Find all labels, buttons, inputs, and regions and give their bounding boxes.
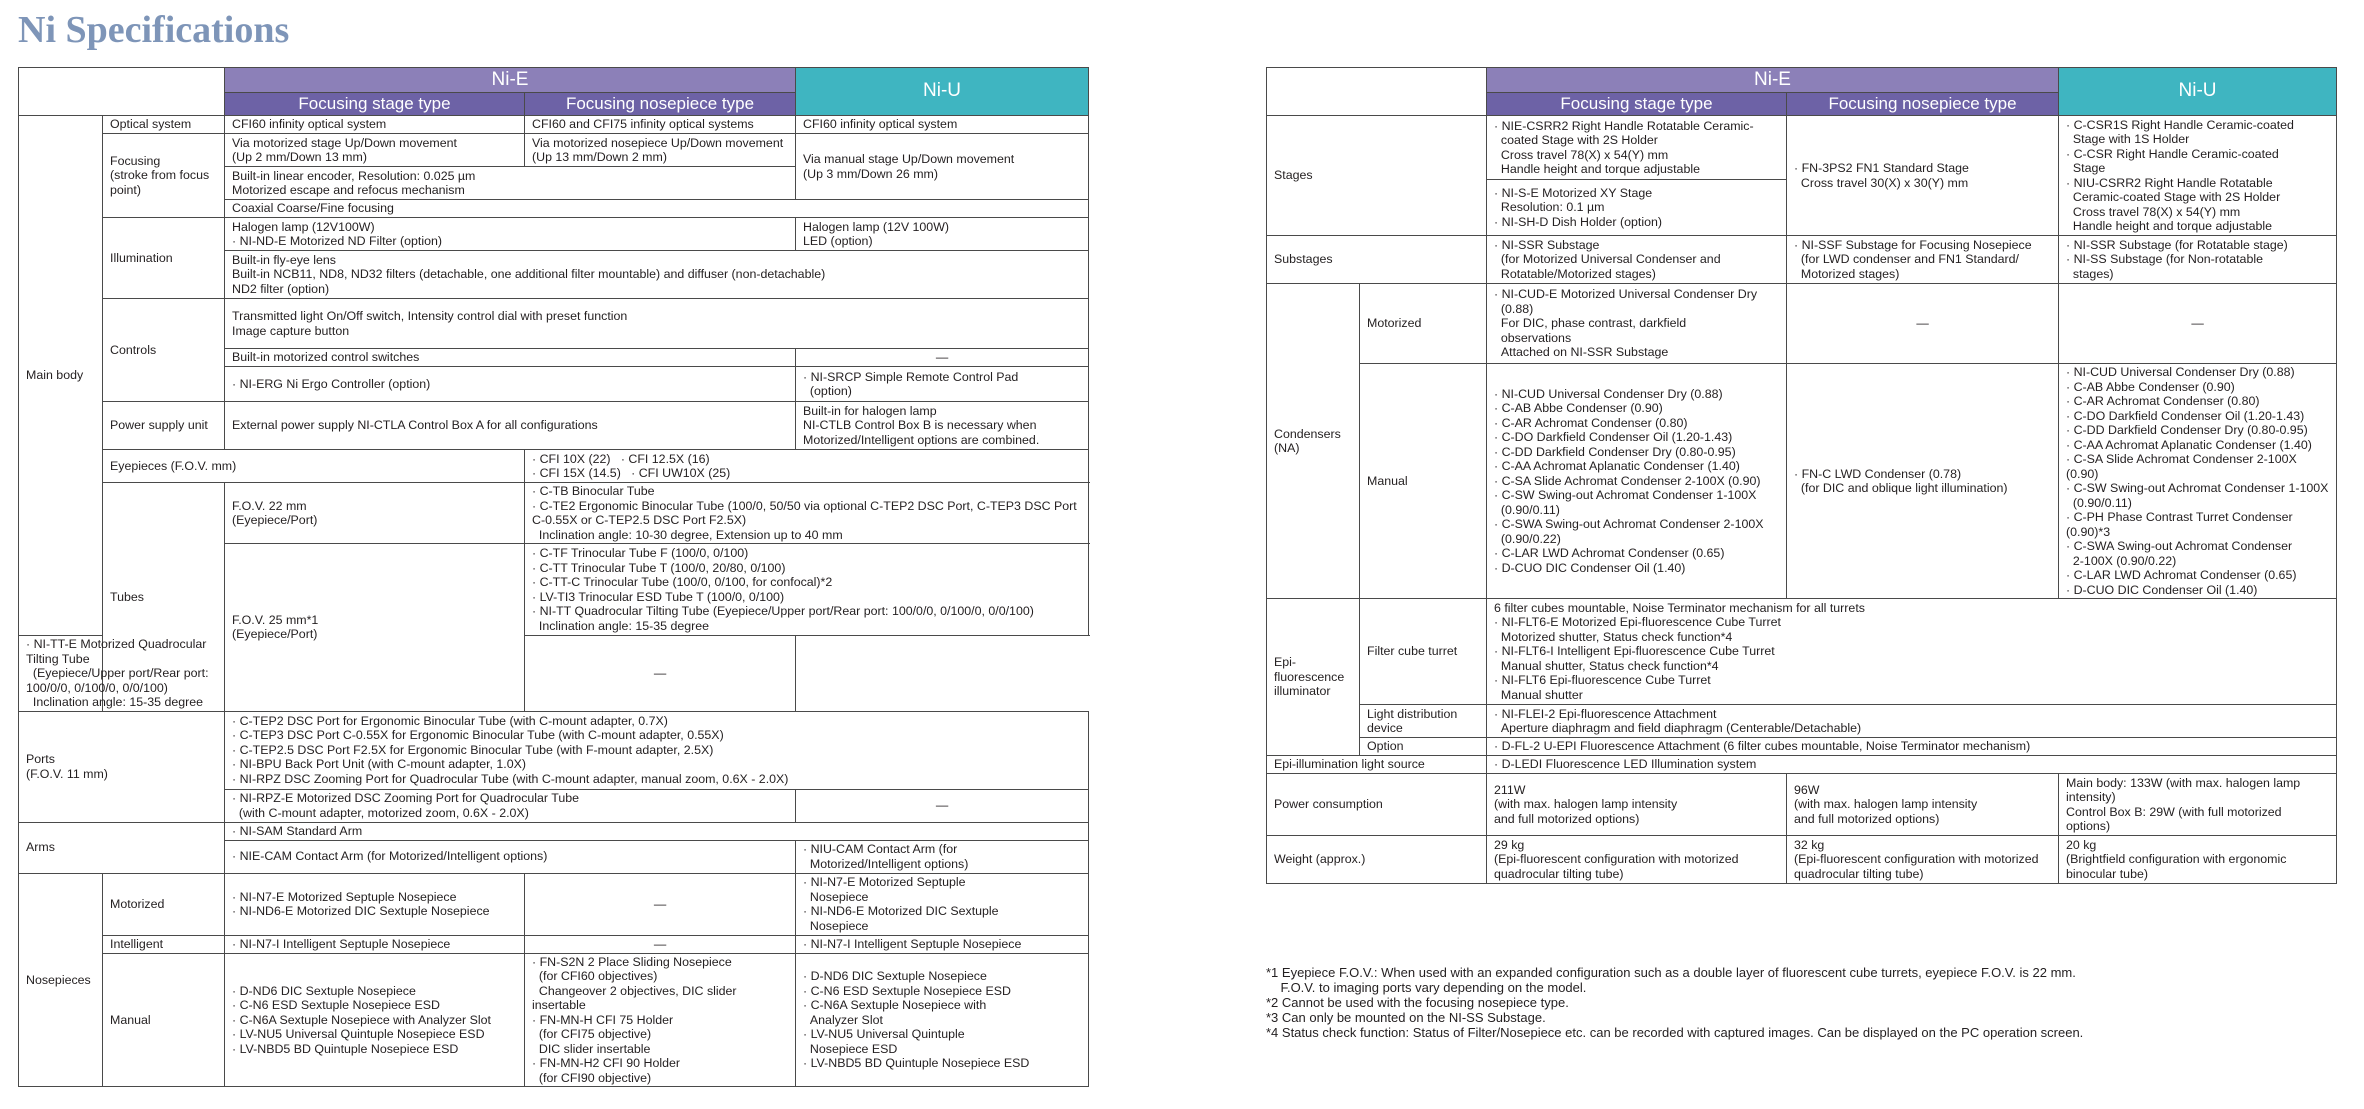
- cell: · NI-S-E Motorized XY Stage Resolution: 0.1 µm · NI-SH-D Dish Holder (option): [1487, 180, 1787, 236]
- cell: · NIE-CAM Contact Arm (for Motorized/Intelligent options): [225, 840, 796, 873]
- row-label-manual: Manual: [103, 953, 225, 1087]
- cell: —: [525, 873, 796, 935]
- cell: 29 kg (Epi-fluorescent configuration with motorized quadrocular tilting tube): [1487, 836, 1787, 884]
- header-focusing-stage: Focusing stage type: [225, 93, 525, 116]
- footnote: *2 Cannot be used with the focusing nosepiece type.: [1266, 995, 1569, 1011]
- row-label-light-distribution: Light distribution device: [1360, 705, 1487, 738]
- row-label-light-source: Epi-illumination light source: [1267, 756, 1487, 774]
- cell: · C-TEP2 DSC Port for Ergonomic Binocular Tube (with C-mount adapter, 0.7X) · C-TEP3 DSC Port C-0.55X for Ergonomic Binocular Tube (with C-mount adapter, 0.55X) · C-TEP2.5 DSC Port F2.5X for Ergonomic Binocular Tube (with F-mount adapter, 2.5X) · NI-BPU Back Port Unit (with C-mount adapter, 1.0X) · NI-RPZ DSC Zooming Port for Quadrocular Tube (with C-mount adapter, manual zoom, 0.6X - 2.0X): [225, 711, 1089, 789]
- cell: · C-CSR1S Right Handle Ceramic-coated Stage with 1S Holder · C-CSR Right Handle Ceramic-coated Stage · NIU-CSRR2 Right Handle Rotatable Ceramic-coated Stage with 2S Holder Cross travel 78(X) x 54(Y) mm Handle height and torque adjustable: [2059, 116, 2337, 236]
- cell: · D-LEDI Fluorescence LED Illumination system: [1487, 756, 2337, 774]
- header-ni-e: Ni-E: [1487, 68, 2059, 93]
- header-ni-u: Ni-U: [796, 68, 1089, 116]
- cell: —: [525, 935, 796, 953]
- header-focusing-nosepiece: Focusing nosepiece type: [525, 93, 796, 116]
- cell: 32 kg (Epi-fluorescent configuration with motorized quadrocular tilting tube): [1787, 836, 2059, 884]
- row-label-eyepieces: Eyepieces (F.O.V. mm): [103, 450, 525, 483]
- footnote: *1 Eyepiece F.O.V.: When used with an expanded configuration such as a double layer of fluorescent cube turrets, eyepiece F.O.V. is 22 mm. F.O.V. to imaging ports vary depending on the model.: [1266, 965, 2076, 996]
- cell: · CFI 10X (22) · CFI 12.5X (16) · CFI 15X (14.5) · CFI UW10X (25): [525, 450, 1089, 483]
- cell: CFI60 infinity optical system: [796, 116, 1089, 134]
- group-label-nosepieces: Nosepieces: [19, 873, 103, 1087]
- cell: · NI-N7-I Intelligent Septuple Nosepiece: [796, 935, 1089, 953]
- row-label-power-consumption: Power consumption: [1267, 774, 1487, 836]
- cell: —: [796, 789, 1089, 822]
- row-label-optical-system: Optical system: [103, 116, 225, 134]
- cell: Transmitted light On/Off switch, Intensity control dial with preset function Image capture button: [225, 299, 1089, 349]
- group-label-main-body: Main body: [19, 116, 103, 636]
- row-label-power-supply: Power supply unit: [103, 402, 225, 450]
- cell: —: [525, 636, 796, 712]
- header-ni-u: Ni-U: [2059, 68, 2337, 116]
- cell: —: [2059, 284, 2337, 364]
- cell: · NIU-CAM Contact Arm (for Motorized/Intelligent options): [796, 840, 1089, 873]
- page-title: Ni Specifications: [18, 9, 290, 51]
- cell: Main body: 133W (with max. halogen lamp intensity) Control Box B: 29W (with full motorized options): [2059, 774, 2337, 836]
- cell: · D-FL-2 U-EPI Fluorescence Attachment (6 filter cubes mountable, Noise Terminator mechanism): [1487, 738, 2337, 756]
- cell: Built-in for halogen lamp NI-CTLB Control Box B is necessary when Motorized/Intelligent options are combined.: [796, 402, 1089, 450]
- footnote: *4 Status check function: Status of Filter/Nosepiece etc. can be recorded with captured images. Can be displayed on the PC operation screen.: [1266, 1025, 2084, 1041]
- cell: · FN-3PS2 FN1 Standard Stage Cross travel 30(X) x 30(Y) mm: [1787, 116, 2059, 236]
- cell: Halogen lamp (12V100W) · NI-ND-E Motorized ND Filter (option): [225, 218, 796, 251]
- cell: · NIE-CSRR2 Right Handle Rotatable Ceramic- coated Stage with 2S Holder Cross travel 78(X) x 54(Y) mm Handle height and torque adjustable: [1487, 116, 1787, 180]
- cell: Built-in motorized control switches: [225, 349, 796, 367]
- cell: · NI-SSR Substage (for Rotatable stage) · NI-SS Substage (for Non-rotatable stages): [2059, 236, 2337, 284]
- cell: · C-TF Trinocular Tube F (100/0, 0/100) · C-TT Trinocular Tube T (100/0, 20/80, 0/100) · C-TT-C Trinocular Tube (100/0, 0/100, for confocal)*2 · LV-TI3 Trinocular ESD Tube T (100/0, 0/100) · NI-TT Quadrocular Tilting Tube (Eyepiece/Upper port/Rear port: 100/0/0, 0/100/0, 0/0/100) Inclination angle: 15-35 degree: [525, 544, 1089, 636]
- cell: CFI60 and CFI75 infinity optical systems: [525, 116, 796, 134]
- cell: Built-in fly-eye lens Built-in NCB11, ND8, ND32 filters (detachable, one additional filter mountable) and diffuser (non-detachable) ND2 filter (option): [225, 251, 1089, 299]
- cell: —: [1787, 284, 2059, 364]
- spec-table-main-body: [18, 67, 1089, 1087]
- group-label-condensers: Condensers (NA): [1267, 284, 1360, 599]
- row-label-filter-cube-turret: Filter cube turret: [1360, 599, 1487, 705]
- cell: · NI-CUD Universal Condenser Dry (0.88) · C-AB Abbe Condenser (0.90) · C-AR Achromat Condenser (0.80) · C-DO Darkfield Condenser Oil (1.20-1.43) · C-DD Darkfield Condenser Dry (0.80-0.95) · C-AA Achromat Aplanatic Condenser (1.40) · C-SA Slide Achromat Condenser 2-100X (0.90) · C-SW Swing-out Achromat Condenser 1-100X (0.90/0.11) · C-SWA Swing-out Achromat Condenser 2-100X (0.90/0.22) · C-LAR LWD Achromat Condenser (0.65) · D-CUO DIC Condenser Oil (1.40): [1487, 364, 1787, 599]
- row-label-motorized: Motorized: [103, 873, 225, 935]
- group-label-arms: Arms: [19, 822, 225, 873]
- cell: Built-in linear encoder, Resolution: 0.025 µm Motorized escape and refocus mechanism: [225, 167, 796, 200]
- cell: Halogen lamp (12V 100W) LED (option): [796, 218, 1089, 251]
- cell: 20 kg (Brightfield configuration with ergonomic binocular tube): [2059, 836, 2337, 884]
- cell: Via motorized stage Up/Down movement (Up 2 mm/Down 13 mm): [225, 134, 525, 167]
- row-label-weight: Weight (approx.): [1267, 836, 1487, 884]
- cell: · FN-C LWD Condenser (0.78) (for DIC and oblique light illumination): [1787, 364, 2059, 599]
- row-label-manual: Manual: [1360, 364, 1487, 599]
- cell: · C-TB Binocular Tube · C-TE2 Ergonomic Binocular Tube (100/0, 50/50 via optional C-TEP2 DSC Port, C-TEP3 DSC Port C-0.55X or C-TEP2.5 DSC Port F2.5X) Inclination angle: 10-30 degree, Extension up to 40 mm: [525, 483, 1089, 544]
- cell: 211W (with max. halogen lamp intensity and full motorized options): [1487, 774, 1787, 836]
- cell: · NI-SRCP Simple Remote Control Pad (option): [796, 367, 1089, 402]
- cell: CFI60 infinity optical system: [225, 116, 525, 134]
- cell: · D-ND6 DIC Sextuple Nosepiece · C-N6 ESD Sextuple Nosepiece ESD · C-N6A Sextuple Nosepiece with Analyzer Slot · LV-NU5 Universal Quintuple Nosepiece ESD · LV-NBD5 BD Quintuple Nosepiece ESD: [796, 953, 1089, 1087]
- cell: · NI-SAM Standard Arm: [225, 822, 1089, 840]
- cell: · NI-TT-E Motorized Quadrocular Tilting Tube (Eyepiece/Upper port/Rear port: 100/0/0, 0/100/0, 0/0/100) Inclination angle: 15-35 degree: [19, 636, 225, 712]
- row-label-motorized: Motorized: [1360, 284, 1487, 364]
- group-label-epi-fluorescence: Epi- fluorescence illuminator: [1267, 599, 1360, 756]
- cell: · NI-N7-E Motorized Septuple Nosepiece · NI-ND6-E Motorized DIC Sextuple Nosepiece: [225, 873, 525, 935]
- cell: · NI-SSR Substage (for Motorized Universal Condenser and Rotatable/Motorized stages): [1487, 236, 1787, 284]
- cell: External power supply NI-CTLA Control Box A for all configurations: [225, 402, 796, 450]
- row-label-fov25: F.O.V. 25 mm*1 (Eyepiece/Port): [225, 544, 525, 712]
- cell: · D-ND6 DIC Sextuple Nosepiece · C-N6 ESD Sextuple Nosepiece ESD · C-N6A Sextuple Nosepiece with Analyzer Slot · LV-NU5 Universal Quintuple Nosepiece ESD · LV-NBD5 BD Quintuple Nosepiece ESD: [225, 953, 525, 1087]
- cell: · NI-SSF Substage for Focusing Nosepiece (for LWD condenser and FN1 Standard/ Motorized stages): [1787, 236, 2059, 284]
- header-blank-cell: [19, 68, 225, 116]
- header-focusing-stage: Focusing stage type: [1487, 93, 1787, 116]
- footnotes: [1266, 965, 2326, 1040]
- cell: · NI-N7-E Motorized Septuple Nosepiece · NI-ND6-E Motorized DIC Sextuple Nosepiece: [796, 873, 1089, 935]
- cell: · NI-ERG Ni Ergo Controller (option): [225, 367, 796, 402]
- cell: 6 filter cubes mountable, Noise Terminator mechanism for all turrets · NI-FLT6-E Motorized Epi-fluorescence Cube Turret Motorized shutter, Status check function*4 · NI-FLT6-I Intelligent Epi-fluorescence Cube Turret Manual shutter, Status check function*4 · NI-FLT6 Epi-fluorescence Cube Turret Manual shutter: [1487, 599, 2337, 705]
- spec-table-accessories: [1266, 67, 2337, 884]
- cell: · NI-CUD Universal Condenser Dry (0.88) · C-AB Abbe Condenser (0.90) · C-AR Achromat Condenser (0.80) · C-DO Darkfield Condenser Oil (1.20-1.43) · C-DD Darkfield Condenser Dry (0.80-0.95) · C-AA Achromat Aplanatic Condenser (1.40) · C-SA Slide Achromat Condenser 2-100X (0.90) · C-SW Swing-out Achromat Condenser 1-100X (0.90/0.11) · C-PH Phase Contrast Turret Condenser (0.90)*3 · C-SWA Swing-out Achromat Condenser 2-100X (0.90/0.22) · C-LAR LWD Achromat Condenser (0.65) · D-CUO DIC Condenser Oil (1.40): [2059, 364, 2337, 599]
- cell: Via motorized nosepiece Up/Down movement (Up 13 mm/Down 2 mm): [525, 134, 796, 167]
- cell: 96W (with max. halogen lamp intensity and full motorized options): [1787, 774, 2059, 836]
- cell: · NI-N7-I Intelligent Septuple Nosepiece: [225, 935, 525, 953]
- group-label-ports: Ports (F.O.V. 11 mm): [19, 711, 225, 822]
- row-label-fov22: F.O.V. 22 mm (Eyepiece/Port): [225, 483, 525, 544]
- group-label-substages: Substages: [1267, 236, 1487, 284]
- cell: · FN-S2N 2 Place Sliding Nosepiece (for CFI60 objectives) Changeover 2 objectives, DIC slider insertable · FN-MN-H CFI 75 Holder (for CFI75 objective) DIC slider insertable · FN-MN-H2 CFI 90 Holder (for CFI90 objective): [525, 953, 796, 1087]
- group-label-stages: Stages: [1267, 116, 1487, 236]
- footnote: *3 Can only be mounted on the NI-SS Substage.: [1266, 1010, 1546, 1026]
- group-label-tubes: Tubes: [103, 483, 225, 712]
- cell: Coaxial Coarse/Fine focusing: [225, 200, 1089, 218]
- header-blank-cell: [1267, 68, 1487, 116]
- row-label-option: Option: [1360, 738, 1487, 756]
- cell: —: [796, 349, 1089, 367]
- header-focusing-nosepiece: Focusing nosepiece type: [1787, 93, 2059, 116]
- header-ni-e: Ni-E: [225, 68, 796, 93]
- cell: · NI-RPZ-E Motorized DSC Zooming Port for Quadrocular Tube (with C-mount adapter, motorized zoom, 0.6X - 2.0X): [225, 789, 796, 822]
- cell: · NI-CUD-E Motorized Universal Condenser Dry (0.88) For DIC, phase contrast, darkfield observations Attached on NI-SSR Substage: [1487, 284, 1787, 364]
- row-label-controls: Controls: [103, 299, 225, 402]
- cell: Via manual stage Up/Down movement (Up 3 mm/Down 26 mm): [796, 134, 1089, 200]
- row-label-illumination: Illumination: [103, 218, 225, 299]
- cell: · NI-FLEI-2 Epi-fluorescence Attachment Aperture diaphragm and field diaphragm (Centerable/Detachable): [1487, 705, 2337, 738]
- row-label-intelligent: Intelligent: [103, 935, 225, 953]
- row-label-focusing: Focusing (stroke from focus point): [103, 134, 225, 218]
